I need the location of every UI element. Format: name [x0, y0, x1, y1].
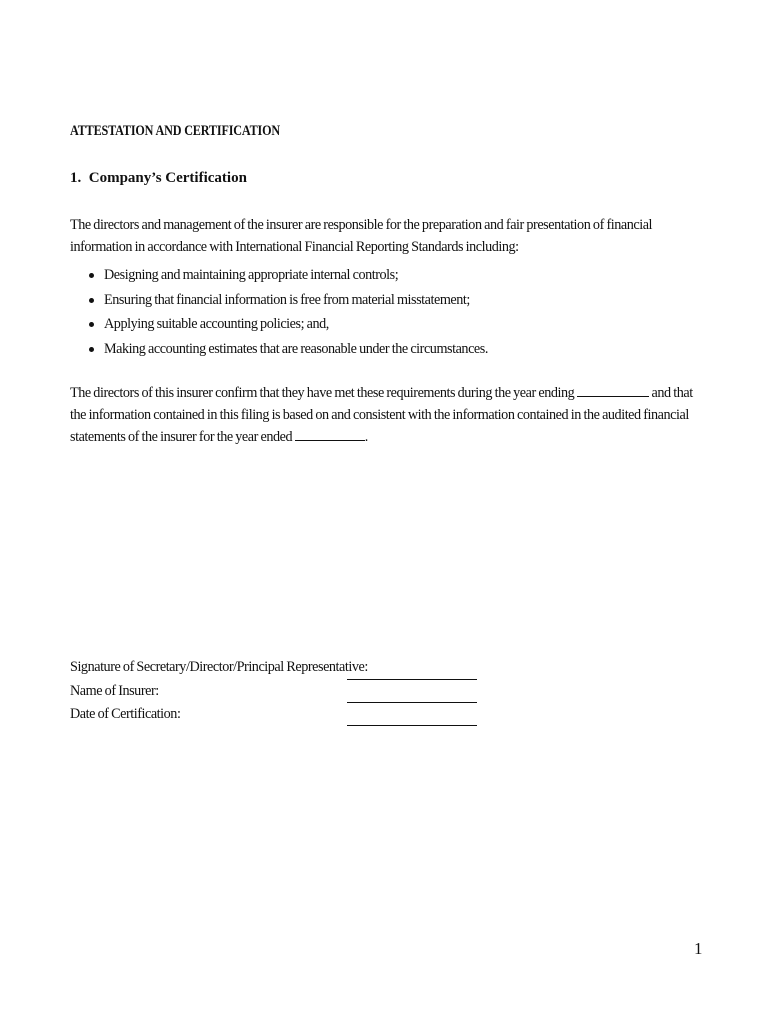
document-title — [70, 123, 329, 140]
bullet-icon — [89, 273, 94, 278]
list-item-text: Making accounting estimates that are reasonable under the circumstances. — [104, 340, 488, 357]
intro-paragraph: The directors and management of the insurer are responsible for the preparation and fair presentation of financial information in accordance with International Financial Reporting Standards including: — [70, 217, 653, 255]
list-item-text: Ensuring that financial information is free from material misstatement; — [104, 291, 470, 308]
bullet-icon — [89, 298, 94, 303]
list-item-text: Applying suitable accounting policies; and, — [104, 316, 329, 333]
insurer-name-label: Name of Insurer: — [70, 683, 159, 699]
page-number: 1 — [694, 939, 703, 958]
year-ended-blank[interactable] — [295, 428, 365, 441]
certification-date-label: Date of Certification: — [70, 706, 181, 722]
bullet-icon — [89, 322, 94, 327]
section-title: Company’s Certification — [88, 170, 247, 186]
list-item — [70, 312, 488, 337]
signature-line[interactable] — [347, 679, 477, 680]
insurer-name-line[interactable] — [347, 702, 477, 703]
list-item — [70, 337, 488, 362]
year-ending-blank[interactable] — [577, 384, 649, 397]
list-item-text: Designing and maintaining appropriate internal controls; — [104, 267, 399, 283]
confirmation-text-1: The directors of this insurer confirm that they have met these requirements during the year ending — [70, 385, 575, 401]
list-item — [70, 288, 488, 313]
certification-date-line[interactable] — [347, 725, 477, 726]
list-item — [70, 263, 488, 288]
document-title-text: ATTESTATION AND CERTIFICATION — [70, 123, 280, 139]
confirmation-text-2: and that the information contained in this filing is based on and consistent with the information contained in the audited financial statements of the insurer for the year ended — [70, 385, 693, 445]
section-heading — [70, 170, 247, 187]
section-number: 1. — [70, 170, 82, 186]
confirmation-text-3: . — [364, 429, 368, 445]
bullet-icon — [89, 347, 94, 352]
signature-label: Signature of Secretary/Director/Principal Representative: — [70, 659, 368, 675]
confirmation-paragraph — [70, 382, 710, 448]
requirements-list — [70, 263, 488, 361]
